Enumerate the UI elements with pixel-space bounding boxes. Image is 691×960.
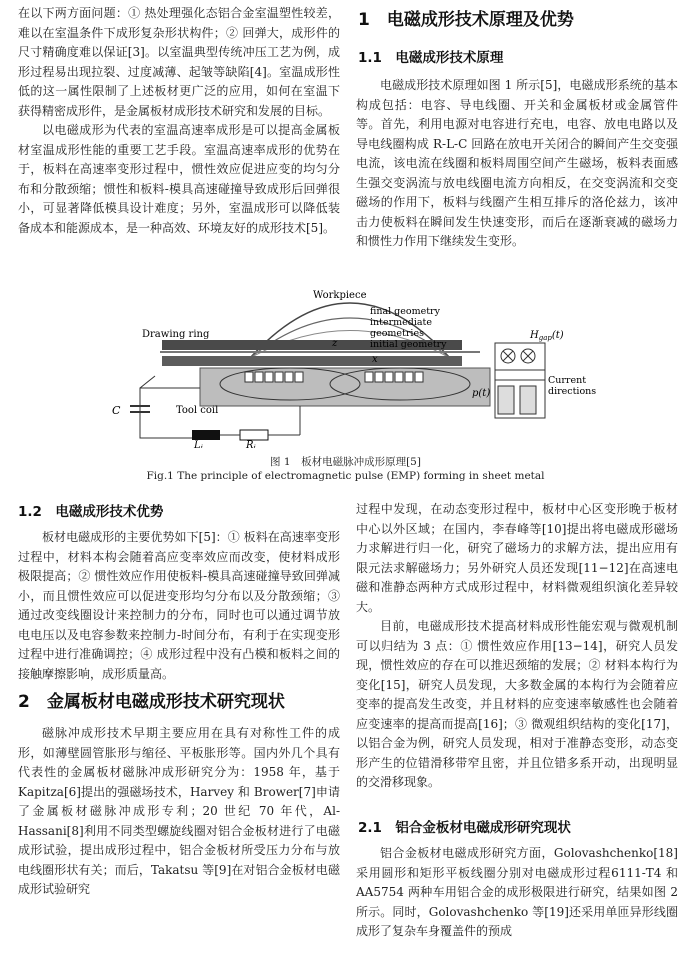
label-z-axis: z bbox=[332, 338, 338, 349]
label-tool-coil: Tool coil bbox=[176, 405, 219, 416]
section-2-1-heading: 2.1 铝合金板材电磁成形研究现状 bbox=[358, 820, 571, 836]
switch bbox=[140, 376, 155, 388]
label-capacitor: C bbox=[112, 404, 121, 417]
label-geometries: geometries bbox=[370, 328, 424, 339]
label-hgap: $H_{gap}(t)$ bbox=[530, 330, 564, 342]
label-ri: $R_i$ bbox=[246, 440, 256, 448]
section-2-heading: 2 金属板材电磁成形技术研究现状 bbox=[18, 692, 285, 712]
label-pt: p(t) bbox=[472, 388, 491, 399]
label-final-geometry: final geometry bbox=[370, 306, 440, 317]
right-column-top bbox=[356, 76, 678, 252]
label-current: Current bbox=[548, 375, 587, 386]
label-drawing-ring: Drawing ring bbox=[142, 329, 210, 340]
section-1-heading: 1 电磁成形技术原理及优势 bbox=[358, 10, 574, 30]
label-directions: directions bbox=[548, 386, 597, 397]
left-column-advantages bbox=[18, 528, 340, 684]
paragraph-mechanisms: 目前，电磁成形技术提高材料成形性能宏观与微观机制可以归结为 3 点：① 惯性效应作用[13−14]，研究人员发现，惯性效应的存在可以推迟颈缩的发展；② 材料本构行为变化[15]，研究人员发现，大多数金属的本构行为会随着应变率的提高发生改变，并且材料的应变速率敏感性也会随着应变速率的提高而提高[16]；③ 微观组织结构的变化[17]，以铝合金为例，研究人员发现，相对于准静态变形，动态变形产生的位错滑移带窄且密，并且位错多系开动，出现明显的交滑移现象。 bbox=[356, 619, 678, 789]
label-workpiece: Workpiece bbox=[313, 290, 367, 301]
figure-emp-principle bbox=[100, 288, 600, 448]
label-x-axis: x bbox=[372, 354, 378, 365]
figure-caption-cn: 图 1 板材电磁脉冲成形原理[5] bbox=[270, 456, 421, 468]
section-1-2-heading: 1.2 电磁成形技术优势 bbox=[18, 504, 164, 520]
resistor-ri bbox=[240, 430, 268, 440]
paragraph-advantages: 板材电磁成形的主要优势如下[5]：① 板料在高速率变形过程中，材料本构会随着高应变率效应而改变，使材料成形极限提高；② 惯性效应作用使板料-模具高速碰撞导致回弹减小，而且惯性效应可以促进变形均匀分布以及分散颈缩；③ 通过改变线圈设计来控制力的分布，同时也可以通过调节放电电压以及电容参数来控制力-时间分布，有利于在实现变形过程中进行准确调控；④ 成形过程中没有凸模和板料之间的接触摩擦影响，成形质量高。 bbox=[18, 530, 340, 681]
right-column-aluminum bbox=[356, 844, 678, 942]
paragraph-problems: 在以下两方面问题：① 热处理强化态铝合金室温塑性较差，难以在室温条件下成形复杂形状构件；② 回弹大，成形件的尺寸精确度难以保证[3]。以室温典型传统冲压工艺为例，成形过程易出现拉裂、过度减薄、起皱等缺陷[4]。室温成形性低的这一属性限制了上述板材更广泛的应用，如何在室温下获得精密成形件，是金属板材成形技术研究和发展的目标。 bbox=[18, 6, 340, 118]
paragraph-dynamic-findings: 过程中发现，在动态变形过程中，板材中心区变形晚于板材中心以外区域；在国内，李春峰等[10]提出将电磁成形磁场力求解进行归一化，研究了磁场力的求解方法，提出应用有限元法求解磁场力；另外研究人员还发现[11−12]在高速电磁和准静态两种方式成形过程中，材料微观组织演化差异较大。 bbox=[356, 502, 678, 614]
paragraph-history: 磁脉冲成形技术早期主要应用在具有对称性工件的成形，如薄壁圆管胀形与缩径、平板胀形等。国内外几个具有代表性的金属板材磁脉冲成形研究分为：1958 年，基于 Kapitza[6]提出的强磁场技术，Harvey 和 Brower[7]申请了金属板材磁脉冲成形专利；20 世纪 70 年代，Al-Hassani[8]利用不同类型螺旋线圈对铝合金板材进行了电磁成形试验，提出成形过程中，铝合金板材所受压力分布与放电线圈形状有关；而后，Takatsu 等[9]在对铝合金板材电磁成形试验研究 bbox=[18, 726, 340, 896]
label-li: $L_i$ bbox=[194, 440, 203, 448]
inductor-li bbox=[192, 430, 220, 440]
drawing-ring-bottom bbox=[162, 356, 462, 366]
paragraph-principle: 电磁成形技术原理如图 1 所示[5]，电磁成形系统的基本构成包括：电容、导电线圈、开关和金属板材或金属管件等。首先，利用电源对电容进行充电，电容、放电电路以及导电线圈构成 R-L-C 回路在放电开关闭合的瞬间产生交变强电流，该电流在线圈和板料周围空间产生磁场，板料表面感生强交变涡流与放电线圈电流方向相反，在交变涡流和交变磁场的作用下，板料与线圈产生相互排斥的洛伦兹力，该冲击力使板料在瞬间发生快速变形，而后在逐渐衰减的磁场力和惯性力作用下继续发生变形。 bbox=[356, 78, 678, 248]
emp-diagram bbox=[100, 288, 600, 448]
section-1-1-heading: 1.1 电磁成形技术原理 bbox=[358, 50, 504, 66]
paragraph-high-rate-forming: 以电磁成形为代表的室温高速率成形是可以提高金属板材室温成形性能的重要工艺手段。室温高速率成形的优势在于，板料在高速率变形过程中，惯性效应促进应变的均匀分布和分散颈缩；惯性和板料-模具高速碰撞导致成形后回弹很小，可显著降低模具设计难度；另外，室温成形可以降低装备成本和能源成本，是一种高效、环境友好的成形技术[5]。 bbox=[18, 123, 340, 235]
left-column-history bbox=[18, 724, 340, 900]
label-initial-geometry: initial geometry bbox=[370, 339, 447, 350]
figure-caption-en: Fig.1 The principle of electromagnetic pulse (EMP) forming in sheet metal bbox=[146, 470, 545, 482]
paragraph-aluminum: 铝合金板材电磁成形研究方面，Golovashchenko[18]采用圆形和矩形平板线圈分别对电磁成形过程6111-T4 和 AA5754 两种车用铝合金的成形极限进行研究，结果如图 2 所示。同时，Golovashchenko 等[19]还采用单匝异形线圈成形了复杂车身覆盖件的预成 bbox=[356, 846, 678, 938]
right-column-bottom bbox=[356, 500, 678, 793]
label-intermediate: intermediate bbox=[370, 317, 432, 328]
left-column-top bbox=[18, 4, 340, 238]
